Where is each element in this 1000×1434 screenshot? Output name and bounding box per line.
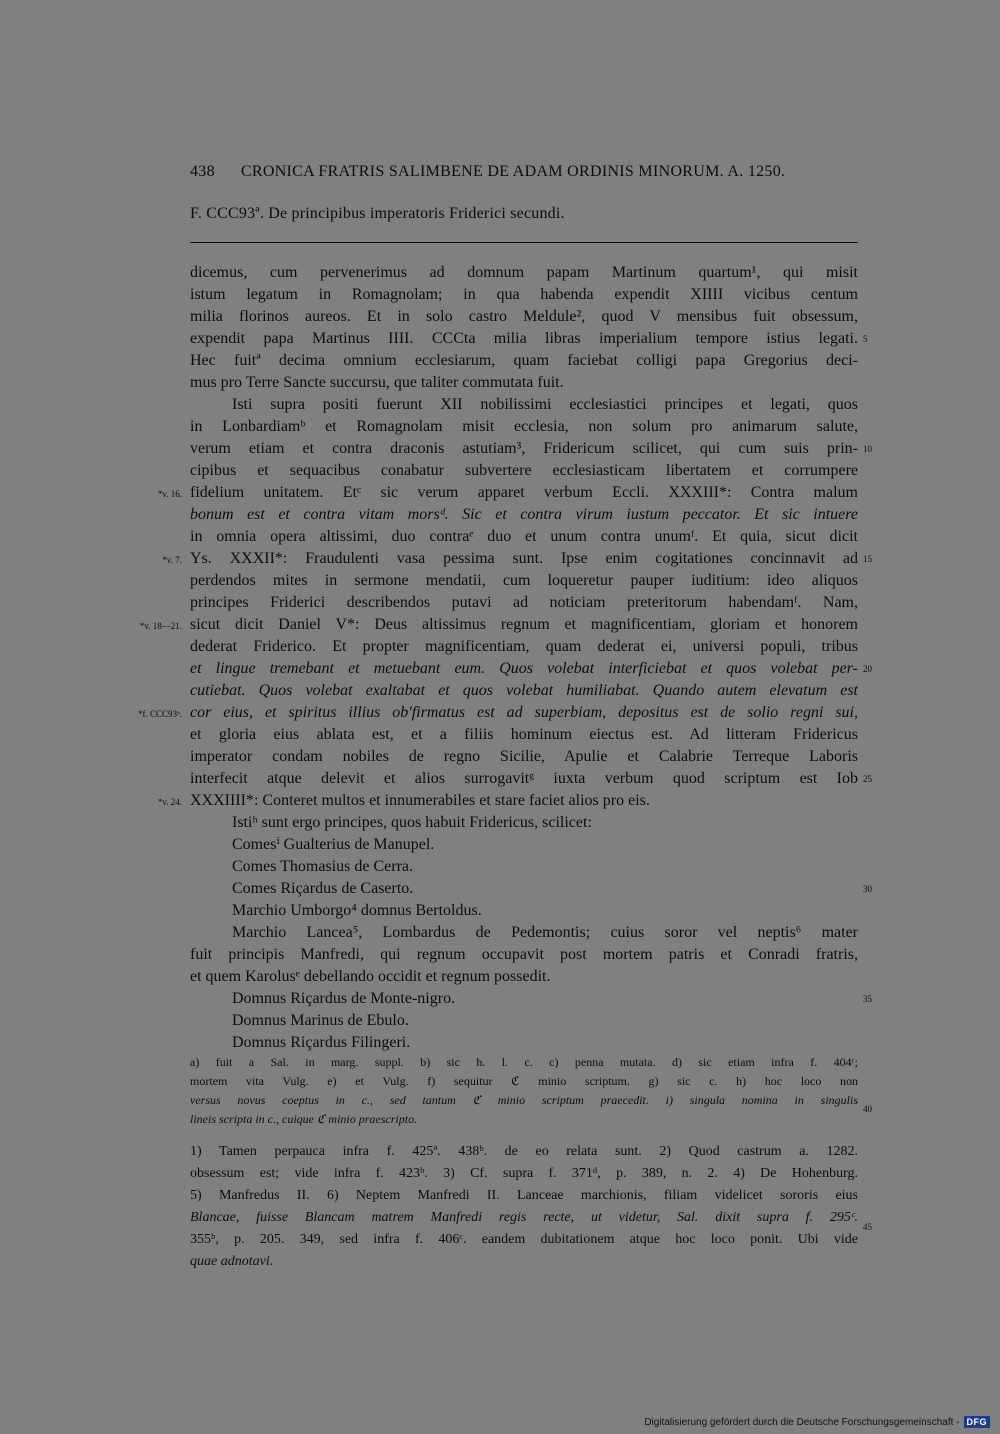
annotation-line: obsessum est; vide infra f. 423ᵇ. 3) Cf. supra f. 371ᵈ, p. 389, n. 2. 4) De Hohenburg.	[190, 1166, 858, 1181]
credit-text: Digitalisierung gefördert durch die Deutsche Forschungsgemeinschaft -	[644, 1416, 960, 1428]
footnote-line: a) fuit a Sal. in marg. suppl. b) sic h. l. c. c) penna mutata. d) sic etiam infra f. 404ᶜ;	[190, 1055, 858, 1069]
text-line: istum legatum in Romagnolam; in qua habenda expendit XIIII vicibus centum	[190, 286, 858, 303]
text-line: cipibus et sequacibus conabatur subvertere ecclesiasticam libertatem et corrumpere	[190, 462, 858, 479]
text-line: imperator condam nobiles de regno Sicilie, Apulie et Calabrie Terreque Laboris	[190, 748, 858, 765]
digitization-credit	[644, 1416, 990, 1428]
text-line: XXXIIII*: Conteret multos et innumerabiles et stare faciet alios pro eis.	[190, 792, 650, 809]
text-line: interfecit atque delevit et alios surrogavitᵍ iuxta verbum quod scriptum est Iob	[190, 770, 858, 787]
text-line: Isti supra positi fuerunt XII nobilissimi ecclesiastici principes et legati, quos	[232, 396, 858, 413]
footnote-line: lineis scripta in c., cuique ℭ minio praescripto.	[190, 1112, 418, 1126]
text-line: cutiebat. Quos volebat exaltabat et quos volebat humiliabat. Quando autem elevatum est	[190, 682, 858, 699]
list-item: Marchio Umborgo⁴ domnus Bertoldus.	[232, 902, 482, 919]
line-number: 5	[863, 334, 868, 344]
page-number: 438	[190, 163, 215, 180]
text-line: Istiʰ sunt ergo principes, quos habuit Fridericus, scilicet:	[232, 814, 592, 831]
text-line: Hec fuitª decima omnium ecclesiarum, quam faciebat colligi papa Gregorius deci-	[190, 352, 858, 369]
text-line: bonum est et contra vitam morsᵈ. Sic et contra virum iustum peccator. Et sic intuere	[190, 506, 858, 523]
line-number: 45	[863, 1222, 872, 1232]
list-item: Comesⁱ Gualterius de Manupel.	[232, 836, 435, 853]
text-line: et gloria eius ablata est, et a filiis hominum eiectus est. Ad litteram Fridericus	[190, 726, 858, 743]
text-line: dicemus, cum pervenerimus ad domnum papam Martinum quartum¹, qui misit	[190, 264, 858, 281]
text-line: sicut dicit Daniel V*: Deus altissimus regnum et magnificentiam, gloriam et honorem	[190, 616, 858, 633]
text-line: principes Friderici describendos putavi ad noticiam preteritorum habendamᶠ. Nam,	[190, 594, 858, 611]
line-number: 10	[863, 444, 872, 454]
line-number: 30	[863, 884, 872, 894]
margin-note: *f. CCC93ᵇ.	[137, 709, 182, 719]
margin-note: *v. 16.	[157, 489, 182, 499]
line-number: 15	[863, 554, 872, 564]
text-line: perdendos mites in sermone mendatii, cum loqueretur pauper iuditium: ideo aliquos	[190, 572, 858, 589]
section-heading: F. CCC93ª. De principibus imperatoris Friderici secundi.	[190, 205, 565, 222]
line-number: 35	[863, 994, 872, 1004]
text-line: fidelium unitatem. Etᶜ sic verum apparet verbum Eccli. XXXIII*: Contra malum	[190, 484, 858, 501]
text-line: cor eius, et spiritus illius ob'firmatus est ad superbiam, depositus est de solio regni sui,	[190, 704, 858, 721]
annotation-line: Blancae, fuisse Blancam matrem Manfredi regis recte, ut videtur, Sal. dixit supra f. 295ᶜ.	[190, 1210, 858, 1225]
annotation-line: quae adnotavi.	[190, 1254, 274, 1269]
running-title: CRONICA FRATRIS SALIMBENE DE ADAM ORDINIS MINORUM. A. 1250.	[240, 163, 786, 180]
line-number: 25	[863, 774, 872, 784]
margin-note: *v. 24.	[157, 797, 182, 807]
text-line: milia florinos aureos. Et in solo castro Meldule², quod V mensibus fuit obsessum,	[190, 308, 858, 325]
list-item: Domnus Marinus de Ebulo.	[232, 1012, 409, 1029]
margin-note: *v. 7.	[162, 555, 182, 565]
footnote-line: versus novus coeptus in c., sed tantum ℭ minio scriptum praecedit. i) singula nomina in singulis	[190, 1093, 858, 1107]
text-line: fuit principis Manfredi, qui regnum occupavit post mortem patris et Conradi fratris,	[190, 946, 858, 963]
line-number: 40	[863, 1104, 872, 1114]
running-header	[190, 163, 785, 181]
text-line: verum etiam et contra draconis astutiam³, Fridericum scilicet, qui cum suis prin-	[190, 440, 858, 457]
list-item: Domnus Riçardus Filingeri.	[232, 1034, 411, 1051]
list-item: Comes Thomasius de Cerra.	[232, 858, 414, 875]
annotation-line: 355ᵇ, p. 205. 349, sed infra f. 406ᶜ. eandem dubitationem atque hoc loco ponit. Ubi vide	[190, 1232, 858, 1247]
annotation-line: 5) Manfredus II. 6) Neptem Manfredi II. Lanceae marchionis, filiam videlicet sororis eius	[190, 1188, 858, 1203]
margin-note: *v. 18—21.	[139, 621, 182, 631]
text-line: mus pro Terre Sancte succursu, que taliter commutata fuit.	[190, 374, 564, 391]
text-line: in omnia opera altissimi, duo contraᵉ duo et unum contra unumᶠ. Et quia, sicut dicit	[190, 528, 858, 545]
heading-rule-dashed	[520, 242, 858, 243]
text-line: et quem Karolusᵉ debellando occidit et regnum possedit.	[190, 968, 551, 985]
list-item: Domnus Riçardus de Monte-nigro.	[232, 990, 456, 1007]
line-number: 20	[863, 664, 872, 674]
text-line: Ys. XXXII*: Fraudulenti vasa pessima sunt. Ipse enim cogitationes concinnavit ad	[190, 550, 858, 567]
text-line: dederat Friderico. Et propter magnificentiam, quam dederat ei, universi populi, tribus	[190, 638, 858, 655]
annotation-line: 1) Tamen perpauca infra f. 425ª. 438ᵇ. de eo relata sunt. 2) Quod castrum a. 1282.	[190, 1144, 858, 1159]
dfg-logo: DFG	[964, 1416, 991, 1428]
text-line: expendit papa Martinus IIII. CCCta milia libras imperialium tempore istius legati.	[190, 330, 858, 347]
list-item: Comes Riçardus de Caserto.	[232, 880, 414, 897]
text-line: et lingue tremebant et metuebant eum. Quos volebat interficiebat et quos volebat per-	[190, 660, 858, 677]
text-line: in Lonbardiamᵇ et Romagnolam misit ecclesia, non solum pro animarum salute,	[190, 418, 858, 435]
footnote-line: mortem vita Vulg. e) et Vulg. f) sequitur ℭ minio scriptum. g) sic c. h) hoc loco non	[190, 1074, 858, 1088]
list-item: Marchio Lancea⁵, Lombardus de Pedemontis; cuius soror vel neptis⁶ mater	[232, 924, 858, 941]
